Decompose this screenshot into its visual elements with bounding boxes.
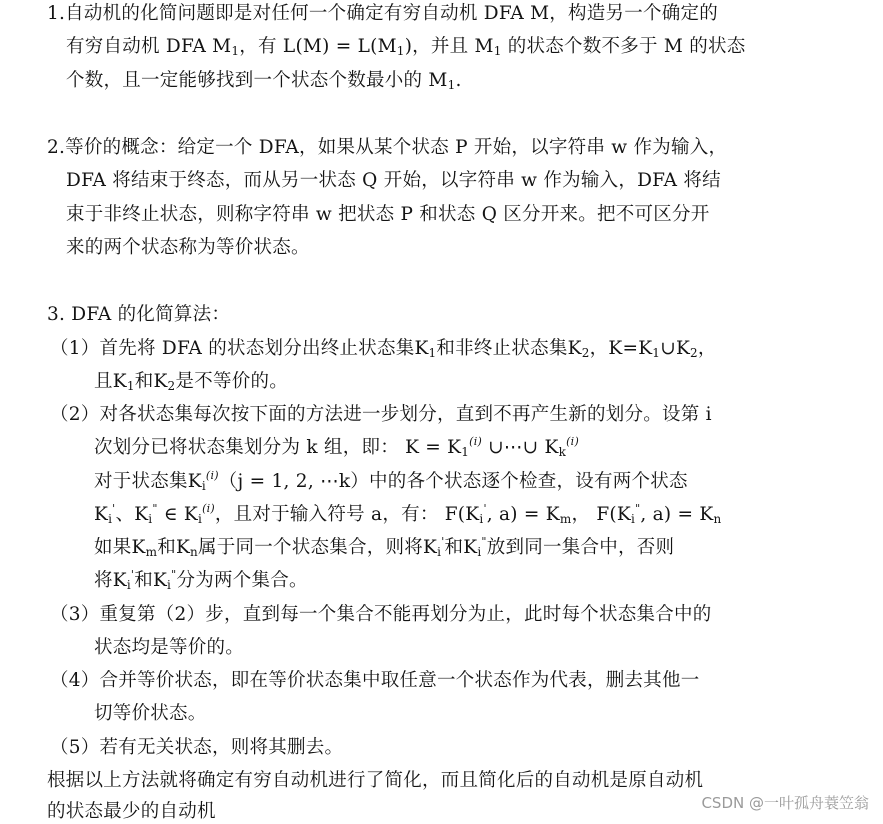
- step1-text: ，K=K: [589, 338, 653, 359]
- step2-line-3: [94, 470, 688, 494]
- sec2-text-3: 束于非终止状态，则称字符串 w 把状态 P 和状态 Q 区分开来。把不可区分开: [66, 204, 710, 225]
- sec2-text-2: DFA 将结束于终态，而从另一状态 Q 开始，以字符串 w 作为输入，DFA 将结: [66, 170, 721, 191]
- step2-text: （2）对各状态集每次按下面的方法进一步划分，直到不再产生新的划分。设第 i: [50, 404, 712, 425]
- step4-line-1: [50, 669, 700, 693]
- step1-text: 和非终止状态集K: [436, 338, 582, 359]
- step2-text: ， F(K: [571, 504, 631, 525]
- subscript: 1: [493, 44, 502, 58]
- subscript: n: [190, 545, 199, 559]
- sec1-text-2b: ，有 L(M) = L(M: [239, 36, 397, 57]
- step2-text: ∈ K: [157, 504, 198, 525]
- subscript: 1: [447, 78, 456, 92]
- step2-line-6: [94, 569, 308, 593]
- subscript: 1: [396, 44, 405, 58]
- step1-text: ∪K: [660, 338, 691, 359]
- sec3-title: [47, 303, 230, 327]
- step2-text: 分为两个集合。: [176, 570, 308, 591]
- subscript: 1: [652, 346, 661, 360]
- subscript: i: [477, 545, 482, 559]
- step2-text: , a) = K: [486, 504, 560, 525]
- sec2-line-1: [47, 136, 727, 160]
- step2-line-5: [94, 536, 674, 560]
- step3-line-2: [94, 636, 244, 660]
- step1-text: 是不等价的。: [175, 371, 288, 392]
- subscript: i: [197, 512, 203, 526]
- sec2-line-3: [66, 203, 710, 227]
- superscript: (i): [202, 502, 215, 515]
- step1-text: ，: [697, 338, 717, 359]
- subscript: i: [201, 479, 206, 493]
- subscript: i: [108, 512, 113, 526]
- subscript: 1: [428, 346, 437, 360]
- step2-text: 和K: [157, 537, 191, 558]
- step3-line-1: [50, 603, 712, 627]
- csdn-watermark: CSDN @一叶孤舟蓑笠翁: [701, 794, 869, 812]
- superscript: ': [130, 568, 135, 581]
- step2-text: 和K: [134, 570, 168, 591]
- conclusion-text: 的状态最少的自动机: [47, 801, 216, 822]
- step1-text: 和K: [134, 371, 168, 392]
- step2-text: 如果K: [94, 537, 146, 558]
- subscript: m: [145, 545, 158, 559]
- step5-line-1: [50, 736, 343, 760]
- superscript: ": [152, 502, 158, 515]
- step1-line-2: [94, 370, 288, 394]
- sec2-line-4: [66, 236, 310, 260]
- subscript: i: [630, 512, 636, 526]
- subscript: k: [558, 445, 567, 459]
- step1-text: （1）首先将 DFA 的状态划分出终止状态集K: [50, 338, 429, 359]
- step2-text: （j = 1, 2, ⋯k）中的各个状态逐个检查，设有两个状态: [218, 471, 688, 492]
- subscript: 1: [461, 445, 470, 459]
- superscript: ": [481, 535, 487, 548]
- sec2-text-4: 来的两个状态称为等价状态。: [66, 237, 310, 258]
- subscript: i: [167, 578, 172, 592]
- step2-text: , a) = K: [640, 504, 714, 525]
- step2-line-1: [50, 403, 712, 427]
- step5-text: （5）若有无关状态，则将其删去。: [50, 737, 344, 758]
- sec1-line-1: [47, 2, 718, 26]
- step3-text: （3）重复第（2）步，直到每一个集合不能再划分为止，此时每个状态集合中的: [50, 604, 712, 625]
- sec1-text-3a: 个数，且一定能够找到一个状态个数最小的 M: [66, 70, 448, 91]
- sec1-text-2a: 有穷自动机 DFA M: [66, 36, 232, 57]
- superscript: ": [171, 568, 177, 581]
- conclusion-line-2: [47, 800, 216, 824]
- sec1-line-3: [66, 69, 462, 93]
- sec1-line-2: [66, 35, 745, 59]
- subscript: 2: [581, 346, 590, 360]
- sec1-text-1: 1.自动机的化简问题即是对任何一个确定有穷自动机 DFA M，构造另一个确定的: [47, 3, 719, 24]
- sec1-text-2d: 的状态个数不多于 M 的状态: [501, 36, 746, 57]
- step2-text: 次划分已将状态集划分为 k 组，即： K = K: [94, 437, 462, 458]
- subscript: 2: [690, 346, 698, 360]
- subscript: m: [559, 512, 572, 526]
- superscript: ': [112, 502, 116, 515]
- sec2-text-1: 2.等价的概念：给定一个 DFA，如果从某个状态 P 开始，以字符串 w 作为输入，: [47, 137, 728, 158]
- step2-text: ∪⋯∪ K: [482, 437, 559, 458]
- conclusion-line-1: [47, 769, 703, 793]
- step2-text: 放到同一集合中，否则: [486, 537, 675, 558]
- step2-line-4: [94, 503, 721, 527]
- superscript: ': [441, 535, 445, 548]
- subscript: i: [437, 545, 442, 559]
- step2-text: 将K: [94, 570, 127, 591]
- superscript: (i): [469, 435, 483, 448]
- sec2-line-2: [66, 169, 721, 193]
- subscript: 1: [126, 379, 135, 393]
- subscript: n: [713, 512, 722, 526]
- step2-line-2: [94, 436, 579, 460]
- subscript: i: [479, 512, 484, 526]
- step2-text: 属于同一个状态集合，则将K: [198, 537, 438, 558]
- subscript: i: [126, 578, 131, 592]
- sec1-text-2c: )，并且 M: [404, 36, 494, 57]
- step4-line-2: [94, 702, 207, 726]
- step1-line-1: [50, 337, 717, 361]
- conclusion-text: 根据以上方法就将确定有穷自动机进行了简化，而且简化后的自动机是原自动机: [47, 770, 704, 791]
- step2-text: 和K: [444, 537, 478, 558]
- step2-text: 对于状态集K: [94, 471, 202, 492]
- sec3-title-text: 3. DFA 的化简算法：: [47, 304, 231, 325]
- superscript: ": [635, 502, 641, 515]
- step4-text: 切等价状态。: [94, 703, 207, 724]
- superscript: (i): [566, 435, 579, 448]
- step4-text: （4）合并等价状态，即在等价状态集中取任意一个状态作为代表，删去其他一: [50, 670, 700, 691]
- superscript: (i): [205, 469, 219, 482]
- step1-text: 且K: [94, 371, 127, 392]
- subscript: 1: [231, 44, 240, 58]
- subscript: i: [148, 512, 153, 526]
- step2-text: ，且对于输入符号 a，有： F(K: [214, 504, 480, 525]
- subscript: 2: [167, 379, 176, 393]
- step2-text: 、K: [115, 504, 149, 525]
- step3-text: 状态均是等价的。: [94, 637, 245, 658]
- sec1-text-3b: .: [455, 70, 462, 91]
- superscript: ': [483, 502, 487, 515]
- step2-text: K: [94, 504, 109, 525]
